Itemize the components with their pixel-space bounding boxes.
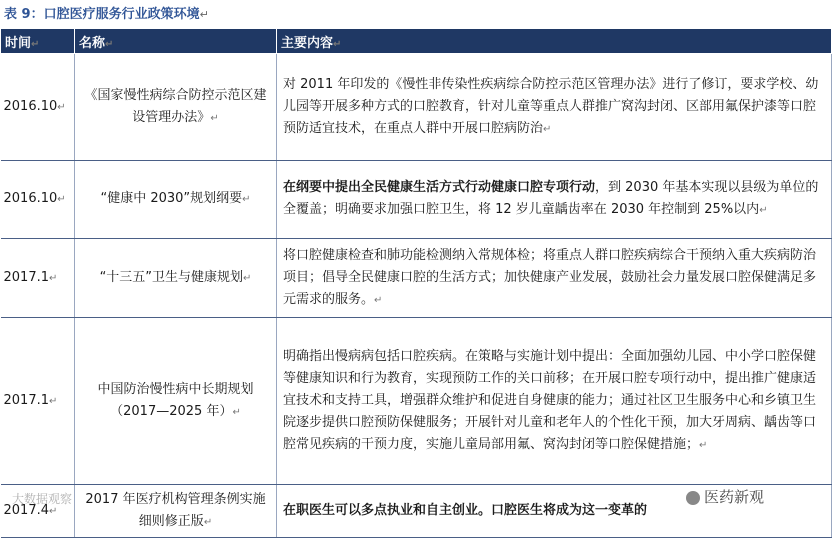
cell-time: 2017.4↵ [1, 485, 75, 538]
header-content: 主要内容↵ [277, 29, 832, 54]
cell-name: “十三五”卫生与健康规划↵ [75, 239, 277, 318]
watermark-right: 医药新观 [686, 486, 764, 507]
table-row [1, 318, 832, 485]
cell-content: 在纲要中提出全民健康生活方式行动健康口腔专项行动，到 2030 年基本实现以县级为单位的全覆盖；明确要求加强口腔卫生，将 12 岁儿童龋齿率在 2030 年控制到 25%以内↵ [277, 161, 832, 239]
cell-content: 将口腔健康检查和肺功能检测纳入常规体检；将重点人群口腔疾病综合干预纳入重大疾病防治项目；倡导全民健康口腔的生活方式；加快健康产业发展，鼓励社会力量发展口腔保健满足多元需求的服务。↵ [277, 239, 832, 318]
policy-table [0, 28, 832, 538]
cell-time: 2017.1↵ [1, 318, 75, 485]
cell-name: 中国防治慢性病中长期规划（2017—2025 年）↵ [75, 318, 277, 485]
table-row [1, 161, 832, 239]
cell-content: 明确指出慢病病包括口腔疾病。在策略与实施计划中提出：全面加强幼儿园、中小学口腔保健等健康知识和行为教育，实现预防工作的关口前移；在开展口腔专项行动中，提出推广健康适宜技术和支持工具，增强群众维护和促进自身健康的能力；通过社区卫生服务中心和乡镇卫生院逐步提供口腔预防保健服务；开展针对儿童和老年人的个性化干预，加大牙周病、龋齿等口腔常见疾病的干预力度，实施儿童局部用氟、窝沟封闭等口腔保健措施；↵ [277, 318, 832, 485]
table-caption: 表 9：口腔医疗服务行业政策环境↵ [4, 7, 209, 22]
table-row [1, 54, 832, 161]
watermark-left: 大数据观察 [12, 492, 73, 506]
wechat-logo-icon [686, 491, 700, 505]
cell-content: 在职医生可以多点执业和自主创业。口腔医生将成为这一变革的 [277, 485, 832, 538]
cell-time: 2016.10↵ [1, 161, 75, 239]
cell-name: 《国家慢性病综合防控示范区建设管理办法》↵ [75, 54, 277, 161]
cell-name: “健康中 2030”规划纲要↵ [75, 161, 277, 239]
header-row [1, 29, 832, 54]
cell-time: 2016.10↵ [1, 54, 75, 161]
cell-time: 2017.1↵ [1, 239, 75, 318]
cell-name: 2017 年医疗机构管理条例实施细则修正版↵ [75, 485, 277, 538]
table-row [1, 239, 832, 318]
header-name: 名称↵ [75, 29, 277, 54]
header-time: 时间↵ [1, 29, 75, 54]
cell-content: 对 2011 年印发的《慢性非传染性疾病综合防控示范区管理办法》进行了修订，要求学校、幼儿园等开展多种方式的口腔教育，针对儿童等重点人群推广窝沟封闭、区部用氟保护漆等口腔预防适宜技术，在重点人群中开展口腔病防治↵ [277, 54, 832, 161]
